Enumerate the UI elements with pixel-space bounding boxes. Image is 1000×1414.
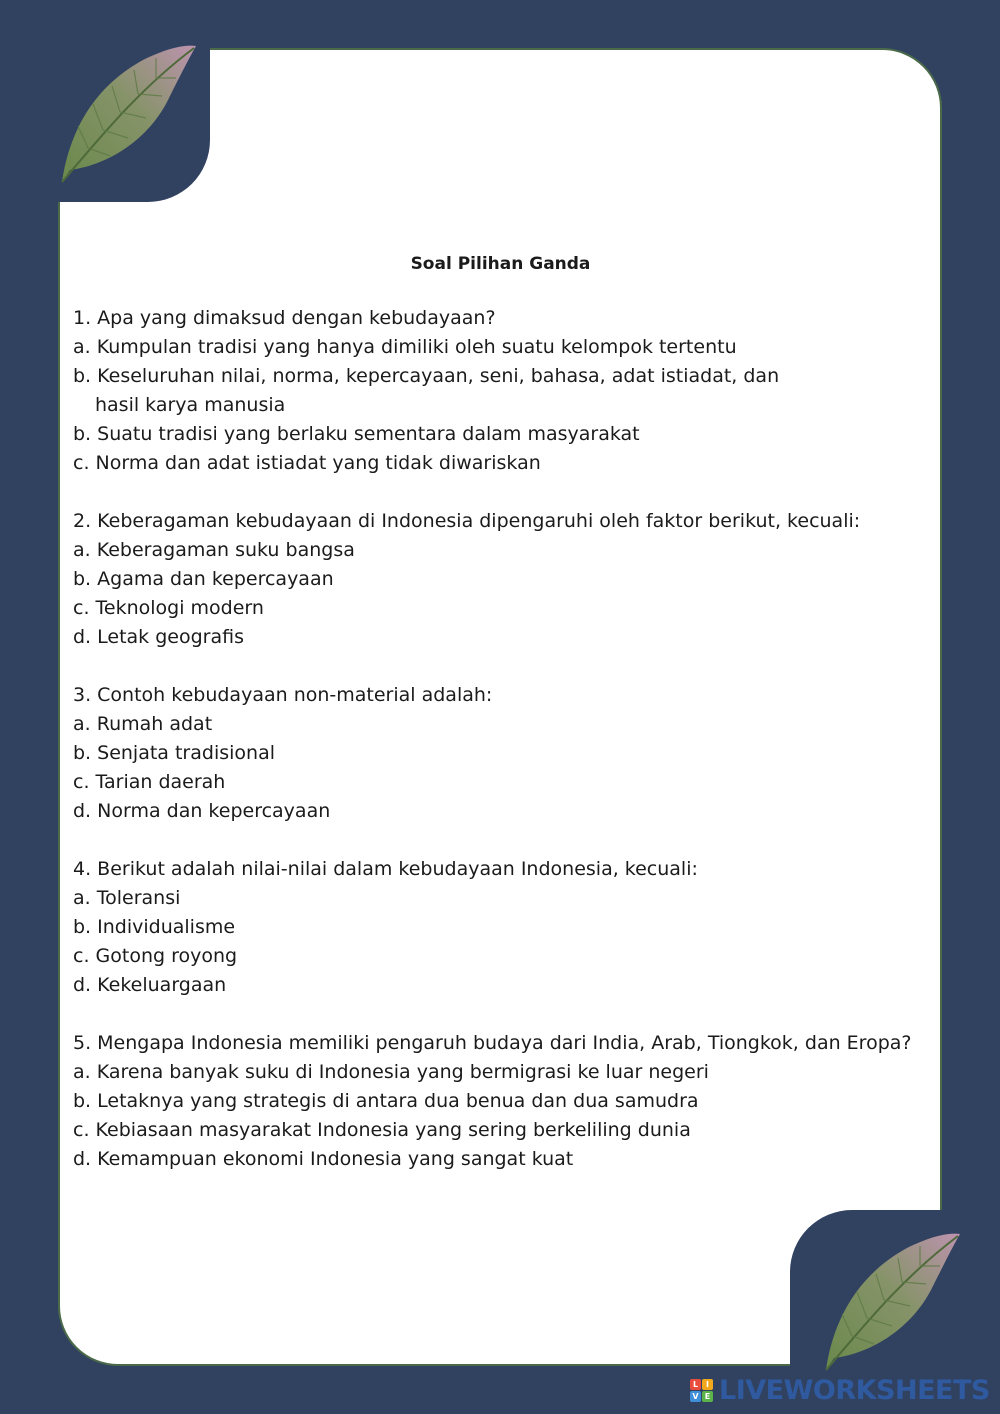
question-block-3 xyxy=(73,681,933,826)
logo-letter: L xyxy=(690,1379,701,1390)
question-block-1 xyxy=(73,304,933,478)
liveworksheets-logo xyxy=(690,1374,990,1406)
answer-option: c. Gotong royong xyxy=(73,945,238,967)
logo-letter: V xyxy=(690,1391,701,1402)
question-block-2 xyxy=(73,507,933,652)
leaf-decoration-icon xyxy=(812,1218,972,1378)
answer-option: d. Kekeluargaan xyxy=(73,974,227,996)
answer-option: d. Letak geografis xyxy=(73,626,244,648)
answer-option: c. Kebiasaan masyarakat Indonesia yang sering berkeliling dunia xyxy=(73,1119,691,1141)
question-text: 1. Apa yang dimaksud dengan kebudayaan? xyxy=(73,307,496,329)
logo-letter: I xyxy=(702,1379,713,1390)
leaf-decoration-icon xyxy=(48,30,208,190)
question-block-4 xyxy=(73,855,933,1000)
answer-option: d. Kemampuan ekonomi Indonesia yang sangat kuat xyxy=(73,1148,574,1170)
answer-option: b. Letaknya yang strategis di antara dua benua dan dua samudra xyxy=(73,1090,699,1112)
answer-option: a. Kumpulan tradisi yang hanya dimiliki oleh suatu kelompok tertentu xyxy=(73,336,737,358)
answer-option: c. Tarian daerah xyxy=(73,771,226,793)
answer-option: c. Teknologi modern xyxy=(73,597,264,619)
question-block-5 xyxy=(73,1029,933,1174)
answer-option-continuation: hasil karya manusia xyxy=(95,394,286,416)
page-title: Soal Pilihan Ganda xyxy=(410,254,591,274)
answer-option: c. Norma dan adat istiadat yang tidak diwariskan xyxy=(73,452,541,474)
answer-option: a. Keberagaman suku bangsa xyxy=(73,539,355,561)
answer-option: a. Toleransi xyxy=(73,887,181,909)
question-text: 3. Contoh kebudayaan non-material adalah: xyxy=(73,684,493,706)
answer-option: b. Senjata tradisional xyxy=(73,742,275,764)
logo-text: LIVEWORKSHEETS xyxy=(719,1374,990,1406)
answer-option: b. Individualisme xyxy=(73,916,236,938)
answer-option: b. Suatu tradisi yang berlaku sementara dalam masyarakat xyxy=(73,423,640,445)
question-text: 5. Mengapa Indonesia memiliki pengaruh budaya dari India, Arab, Tiongkok, dan Eropa? xyxy=(73,1032,912,1054)
logo-grid-icon xyxy=(690,1379,713,1402)
question-text: 2. Keberagaman kebudayaan di Indonesia dipengaruhi oleh faktor berikut, kecuali: xyxy=(73,510,861,532)
answer-option: b. Agama dan kepercayaan xyxy=(73,568,334,590)
answer-option: a. Rumah adat xyxy=(73,713,213,735)
answer-option: b. Keseluruhan nilai, norma, kepercayaan, seni, bahasa, adat istiadat, dan xyxy=(73,365,780,387)
logo-letter: E xyxy=(702,1391,713,1402)
worksheet-content xyxy=(73,250,933,1203)
answer-option: d. Norma dan kepercayaan xyxy=(73,800,331,822)
question-text: 4. Berikut adalah nilai-nilai dalam kebudayaan Indonesia, kecuali: xyxy=(73,858,698,880)
answer-option: a. Karena banyak suku di Indonesia yang bermigrasi ke luar negeri xyxy=(73,1061,709,1083)
